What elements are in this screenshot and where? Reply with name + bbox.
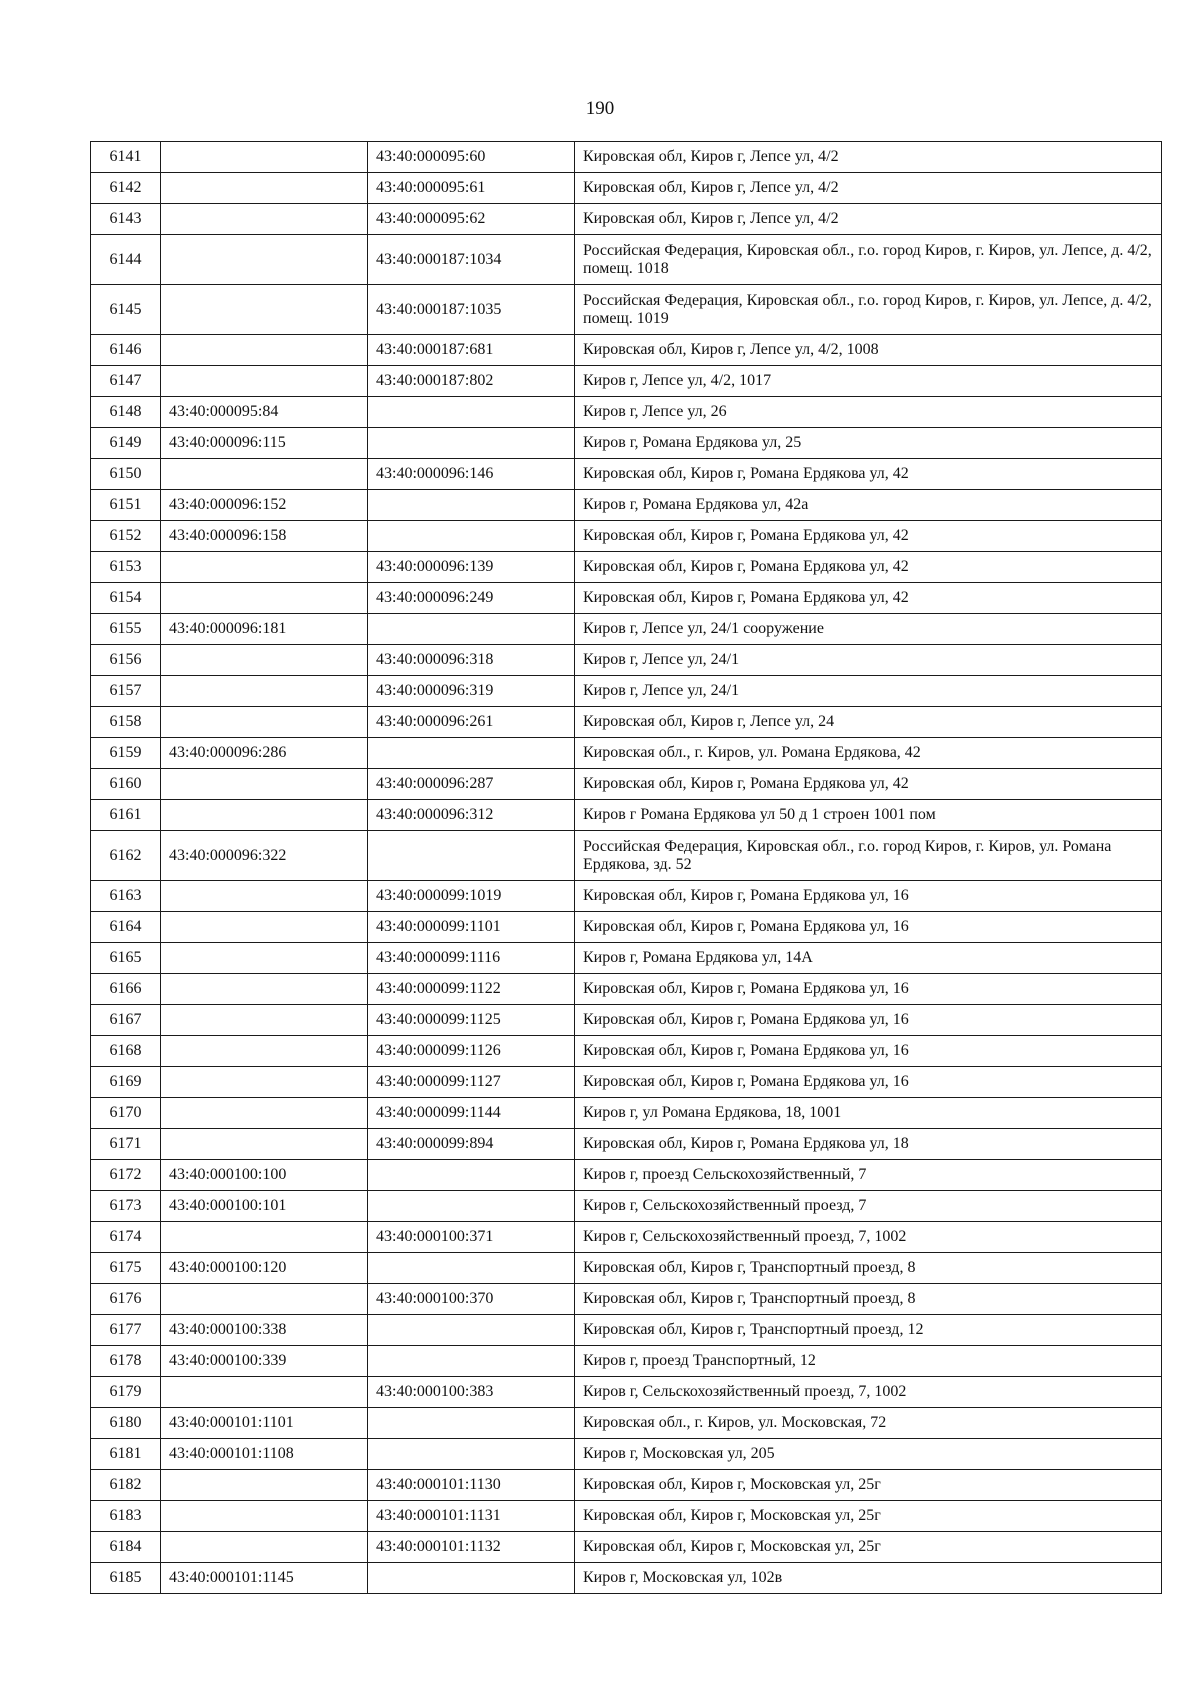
building-cadastral-number-cell: [161, 1284, 368, 1315]
building-cadastral-number-cell: [161, 285, 368, 335]
table-row: [91, 1191, 1162, 1222]
table-row: [91, 397, 1162, 428]
row-number-cell: 6157: [91, 676, 161, 707]
table-row: [91, 1346, 1162, 1377]
row-number-cell: 6181: [91, 1439, 161, 1470]
table-row: [91, 1563, 1162, 1594]
premises-cadastral-number-cell: 43:40:000099:1116: [368, 943, 575, 974]
row-number-cell: 6180: [91, 1408, 161, 1439]
table-row: [91, 1098, 1162, 1129]
premises-cadastral-number-cell: 43:40:000099:1127: [368, 1067, 575, 1098]
row-number-cell: 6184: [91, 1532, 161, 1563]
address-cell: Киров г, Лепсе ул, 24/1 сооружение: [575, 614, 1162, 645]
building-cadastral-number-cell: [161, 1532, 368, 1563]
building-cadastral-number-cell: [161, 204, 368, 235]
address-cell: Кировская обл, Киров г, Московская ул, 25г: [575, 1501, 1162, 1532]
address-cell: Кировская обл, Киров г, Транспортный проезд, 8: [575, 1253, 1162, 1284]
address-cell: Кировская обл, Киров г, Романа Ердякова ул, 16: [575, 881, 1162, 912]
premises-cadastral-number-cell: 43:40:000096:261: [368, 707, 575, 738]
row-number-cell: 6161: [91, 800, 161, 831]
building-cadastral-number-cell: [161, 583, 368, 614]
building-cadastral-number-cell: [161, 881, 368, 912]
address-cell: Кировская обл, Киров г, Романа Ердякова ул, 42: [575, 459, 1162, 490]
table-row: [91, 800, 1162, 831]
premises-cadastral-number-cell: [368, 1315, 575, 1346]
table-row: [91, 1408, 1162, 1439]
address-cell: Кировская обл, Киров г, Лепсе ул, 4/2: [575, 173, 1162, 204]
row-number-cell: 6168: [91, 1036, 161, 1067]
table-row: [91, 738, 1162, 769]
table-row: [91, 974, 1162, 1005]
row-number-cell: 6141: [91, 142, 161, 173]
address-cell: Кировская обл, Киров г, Романа Ердякова ул, 16: [575, 1005, 1162, 1036]
premises-cadastral-number-cell: [368, 1191, 575, 1222]
premises-cadastral-number-cell: 43:40:000099:1144: [368, 1098, 575, 1129]
address-cell: Киров г, Романа Ердякова ул, 42а: [575, 490, 1162, 521]
row-number-cell: 6149: [91, 428, 161, 459]
premises-cadastral-number-cell: 43:40:000099:1101: [368, 912, 575, 943]
row-number-cell: 6179: [91, 1377, 161, 1408]
building-cadastral-number-cell: [161, 1036, 368, 1067]
premises-cadastral-number-cell: 43:40:000096:249: [368, 583, 575, 614]
row-number-cell: 6162: [91, 831, 161, 881]
address-cell: Кировская обл., г. Киров, ул. Романа Ердякова, 42: [575, 738, 1162, 769]
building-cadastral-number-cell: [161, 1098, 368, 1129]
building-cadastral-number-cell: [161, 676, 368, 707]
row-number-cell: 6152: [91, 521, 161, 552]
row-number-cell: 6156: [91, 645, 161, 676]
table-row: [91, 1315, 1162, 1346]
address-cell: Киров г, ул Романа Ердякова, 18, 1001: [575, 1098, 1162, 1129]
premises-cadastral-number-cell: 43:40:000101:1130: [368, 1470, 575, 1501]
premises-cadastral-number-cell: 43:40:000187:1035: [368, 285, 575, 335]
building-cadastral-number-cell: 43:40:000101:1101: [161, 1408, 368, 1439]
table-row: [91, 676, 1162, 707]
premises-cadastral-number-cell: [368, 614, 575, 645]
table-row: [91, 1222, 1162, 1253]
row-number-cell: 6154: [91, 583, 161, 614]
address-cell: Киров г, Сельскохозяйственный проезд, 7, 1002: [575, 1377, 1162, 1408]
address-cell: Киров г, Романа Ердякова ул, 14А: [575, 943, 1162, 974]
row-number-cell: 6150: [91, 459, 161, 490]
building-cadastral-number-cell: 43:40:000100:101: [161, 1191, 368, 1222]
building-cadastral-number-cell: 43:40:000096:286: [161, 738, 368, 769]
row-number-cell: 6160: [91, 769, 161, 800]
address-cell: Киров г, проезд Сельскохозяйственный, 7: [575, 1160, 1162, 1191]
row-number-cell: 6173: [91, 1191, 161, 1222]
building-cadastral-number-cell: 43:40:000101:1108: [161, 1439, 368, 1470]
address-cell: Кировская обл, Киров г, Романа Ердякова ул, 42: [575, 583, 1162, 614]
building-cadastral-number-cell: [161, 800, 368, 831]
premises-cadastral-number-cell: 43:40:000100:383: [368, 1377, 575, 1408]
table-row: [91, 285, 1162, 335]
table-row: [91, 912, 1162, 943]
address-cell: Киров г, Лепсе ул, 26: [575, 397, 1162, 428]
address-cell: Киров г, Сельскохозяйственный проезд, 7: [575, 1191, 1162, 1222]
address-cell: Кировская обл., г. Киров, ул. Московская, 72: [575, 1408, 1162, 1439]
table-row: [91, 1439, 1162, 1470]
premises-cadastral-number-cell: 43:40:000099:894: [368, 1129, 575, 1160]
address-cell: Кировская обл, Киров г, Романа Ердякова ул, 16: [575, 1036, 1162, 1067]
table-row: [91, 645, 1162, 676]
table-row: [91, 1470, 1162, 1501]
table-row: [91, 831, 1162, 881]
table-row: [91, 428, 1162, 459]
row-number-cell: 6143: [91, 204, 161, 235]
premises-cadastral-number-cell: 43:40:000095:62: [368, 204, 575, 235]
building-cadastral-number-cell: [161, 552, 368, 583]
premises-cadastral-number-cell: [368, 521, 575, 552]
row-number-cell: 6145: [91, 285, 161, 335]
address-cell: Кировская обл, Киров г, Транспортный проезд, 12: [575, 1315, 1162, 1346]
table-row: [91, 1036, 1162, 1067]
premises-cadastral-number-cell: 43:40:000095:60: [368, 142, 575, 173]
premises-cadastral-number-cell: [368, 1408, 575, 1439]
premises-cadastral-number-cell: 43:40:000096:146: [368, 459, 575, 490]
building-cadastral-number-cell: [161, 1005, 368, 1036]
table-row: [91, 235, 1162, 285]
row-number-cell: 6163: [91, 881, 161, 912]
address-cell: Кировская обл, Киров г, Романа Ердякова ул, 16: [575, 1067, 1162, 1098]
building-cadastral-number-cell: [161, 142, 368, 173]
address-cell: Кировская обл, Киров г, Московская ул, 25г: [575, 1532, 1162, 1563]
building-cadastral-number-cell: 43:40:000096:181: [161, 614, 368, 645]
address-cell: Кировская обл, Киров г, Романа Ердякова ул, 42: [575, 769, 1162, 800]
building-cadastral-number-cell: [161, 1470, 368, 1501]
premises-cadastral-number-cell: 43:40:000187:681: [368, 335, 575, 366]
table-row: [91, 1067, 1162, 1098]
row-number-cell: 6165: [91, 943, 161, 974]
address-cell: Киров г, Московская ул, 205: [575, 1439, 1162, 1470]
row-number-cell: 6185: [91, 1563, 161, 1594]
building-cadastral-number-cell: [161, 1377, 368, 1408]
page-number: 190: [585, 98, 615, 119]
registry-table-body: [91, 142, 1162, 1594]
table-row: [91, 1284, 1162, 1315]
premises-cadastral-number-cell: 43:40:000187:1034: [368, 235, 575, 285]
table-row: [91, 490, 1162, 521]
premises-cadastral-number-cell: [368, 1253, 575, 1284]
premises-cadastral-number-cell: 43:40:000095:61: [368, 173, 575, 204]
premises-cadastral-number-cell: 43:40:000187:802: [368, 366, 575, 397]
address-cell: Кировская обл, Киров г, Романа Ердякова ул, 16: [575, 912, 1162, 943]
premises-cadastral-number-cell: 43:40:000096:318: [368, 645, 575, 676]
address-cell: Кировская обл, Киров г, Романа Ердякова ул, 42: [575, 552, 1162, 583]
address-cell: Киров г Романа Ердякова ул 50 д 1 строен 1001 пом: [575, 800, 1162, 831]
table-row: [91, 1501, 1162, 1532]
table-row: [91, 881, 1162, 912]
address-cell: Киров г, Московская ул, 102в: [575, 1563, 1162, 1594]
row-number-cell: 6175: [91, 1253, 161, 1284]
building-cadastral-number-cell: [161, 173, 368, 204]
premises-cadastral-number-cell: [368, 490, 575, 521]
table-row: [91, 583, 1162, 614]
building-cadastral-number-cell: 43:40:000096:322: [161, 831, 368, 881]
table-row: [91, 366, 1162, 397]
address-cell: Российская Федерация, Кировская обл., г.о. город Киров, г. Киров, ул. Лепсе, д. 4/2, помещ. 1019: [575, 285, 1162, 335]
address-cell: Кировская обл, Киров г, Романа Ердякова ул, 42: [575, 521, 1162, 552]
address-cell: Киров г, проезд Транспортный, 12: [575, 1346, 1162, 1377]
row-number-cell: 6155: [91, 614, 161, 645]
row-number-cell: 6170: [91, 1098, 161, 1129]
building-cadastral-number-cell: 43:40:000096:152: [161, 490, 368, 521]
premises-cadastral-number-cell: 43:40:000099:1126: [368, 1036, 575, 1067]
premises-cadastral-number-cell: 43:40:000096:139: [368, 552, 575, 583]
table-row: [91, 769, 1162, 800]
address-cell: Кировская обл, Киров г, Романа Ердякова ул, 18: [575, 1129, 1162, 1160]
address-cell: Российская Федерация, Кировская обл., г.о. город Киров, г. Киров, ул. Лепсе, д. 4/2, помещ. 1018: [575, 235, 1162, 285]
premises-cadastral-number-cell: 43:40:000099:1122: [368, 974, 575, 1005]
row-number-cell: 6166: [91, 974, 161, 1005]
address-cell: Российская Федерация, Кировская обл., г.о. город Киров, г. Киров, ул. Романа Ердякова, зд. 52: [575, 831, 1162, 881]
table-row: [91, 204, 1162, 235]
row-number-cell: 6169: [91, 1067, 161, 1098]
address-cell: Кировская обл, Киров г, Лепсе ул, 24: [575, 707, 1162, 738]
row-number-cell: 6146: [91, 335, 161, 366]
premises-cadastral-number-cell: 43:40:000101:1132: [368, 1532, 575, 1563]
building-cadastral-number-cell: [161, 459, 368, 490]
address-cell: Киров г, Лепсе ул, 24/1: [575, 676, 1162, 707]
row-number-cell: 6174: [91, 1222, 161, 1253]
premises-cadastral-number-cell: [368, 738, 575, 769]
building-cadastral-number-cell: 43:40:000100:338: [161, 1315, 368, 1346]
row-number-cell: 6183: [91, 1501, 161, 1532]
building-cadastral-number-cell: [161, 1501, 368, 1532]
table-row: [91, 707, 1162, 738]
row-number-cell: 6151: [91, 490, 161, 521]
row-number-cell: 6171: [91, 1129, 161, 1160]
building-cadastral-number-cell: [161, 366, 368, 397]
building-cadastral-number-cell: [161, 235, 368, 285]
building-cadastral-number-cell: 43:40:000096:158: [161, 521, 368, 552]
table-row: [91, 1005, 1162, 1036]
table-row: [91, 552, 1162, 583]
building-cadastral-number-cell: 43:40:000100:100: [161, 1160, 368, 1191]
building-cadastral-number-cell: [161, 1067, 368, 1098]
address-cell: Кировская обл, Киров г, Романа Ердякова ул, 16: [575, 974, 1162, 1005]
premises-cadastral-number-cell: 43:40:000101:1131: [368, 1501, 575, 1532]
table-row: [91, 1253, 1162, 1284]
table-row: [91, 1377, 1162, 1408]
table-row: [91, 142, 1162, 173]
building-cadastral-number-cell: 43:40:000096:115: [161, 428, 368, 459]
row-number-cell: 6167: [91, 1005, 161, 1036]
premises-cadastral-number-cell: [368, 1439, 575, 1470]
row-number-cell: 6178: [91, 1346, 161, 1377]
address-cell: Киров г, Романа Ердякова ул, 25: [575, 428, 1162, 459]
table-row: [91, 521, 1162, 552]
table-row: [91, 1129, 1162, 1160]
address-cell: Кировская обл, Киров г, Транспортный проезд, 8: [575, 1284, 1162, 1315]
table-row: [91, 1532, 1162, 1563]
table-row: [91, 173, 1162, 204]
premises-cadastral-number-cell: 43:40:000096:312: [368, 800, 575, 831]
premises-cadastral-number-cell: 43:40:000100:370: [368, 1284, 575, 1315]
building-cadastral-number-cell: [161, 707, 368, 738]
row-number-cell: 6177: [91, 1315, 161, 1346]
row-number-cell: 6176: [91, 1284, 161, 1315]
premises-cadastral-number-cell: [368, 1563, 575, 1594]
premises-cadastral-number-cell: [368, 428, 575, 459]
row-number-cell: 6158: [91, 707, 161, 738]
row-number-cell: 6164: [91, 912, 161, 943]
premises-cadastral-number-cell: 43:40:000099:1019: [368, 881, 575, 912]
building-cadastral-number-cell: [161, 974, 368, 1005]
building-cadastral-number-cell: [161, 912, 368, 943]
building-cadastral-number-cell: [161, 1129, 368, 1160]
table-row: [91, 459, 1162, 490]
premises-cadastral-number-cell: 43:40:000099:1125: [368, 1005, 575, 1036]
address-cell: Кировская обл, Киров г, Лепсе ул, 4/2: [575, 142, 1162, 173]
row-number-cell: 6182: [91, 1470, 161, 1501]
row-number-cell: 6148: [91, 397, 161, 428]
premises-cadastral-number-cell: [368, 831, 575, 881]
row-number-cell: 6144: [91, 235, 161, 285]
building-cadastral-number-cell: [161, 335, 368, 366]
premises-cadastral-number-cell: [368, 397, 575, 428]
registry-table: [90, 141, 1162, 1594]
table-row: [91, 1160, 1162, 1191]
address-cell: Киров г, Сельскохозяйственный проезд, 7, 1002: [575, 1222, 1162, 1253]
row-number-cell: 6159: [91, 738, 161, 769]
building-cadastral-number-cell: 43:40:000100:339: [161, 1346, 368, 1377]
building-cadastral-number-cell: [161, 645, 368, 676]
building-cadastral-number-cell: [161, 769, 368, 800]
address-cell: Киров г, Лепсе ул, 24/1: [575, 645, 1162, 676]
building-cadastral-number-cell: 43:40:000101:1145: [161, 1563, 368, 1594]
building-cadastral-number-cell: [161, 943, 368, 974]
premises-cadastral-number-cell: 43:40:000096:319: [368, 676, 575, 707]
row-number-cell: 6147: [91, 366, 161, 397]
address-cell: Кировская обл, Киров г, Московская ул, 25г: [575, 1470, 1162, 1501]
table-row: [91, 943, 1162, 974]
premises-cadastral-number-cell: [368, 1160, 575, 1191]
table-row: [91, 335, 1162, 366]
address-cell: Кировская обл, Киров г, Лепсе ул, 4/2, 1008: [575, 335, 1162, 366]
row-number-cell: 6142: [91, 173, 161, 204]
premises-cadastral-number-cell: 43:40:000100:371: [368, 1222, 575, 1253]
address-cell: Кировская обл, Киров г, Лепсе ул, 4/2: [575, 204, 1162, 235]
building-cadastral-number-cell: 43:40:000095:84: [161, 397, 368, 428]
building-cadastral-number-cell: [161, 1222, 368, 1253]
address-cell: Киров г, Лепсе ул, 4/2, 1017: [575, 366, 1162, 397]
row-number-cell: 6153: [91, 552, 161, 583]
building-cadastral-number-cell: 43:40:000100:120: [161, 1253, 368, 1284]
premises-cadastral-number-cell: 43:40:000096:287: [368, 769, 575, 800]
premises-cadastral-number-cell: [368, 1346, 575, 1377]
table-row: [91, 614, 1162, 645]
row-number-cell: 6172: [91, 1160, 161, 1191]
